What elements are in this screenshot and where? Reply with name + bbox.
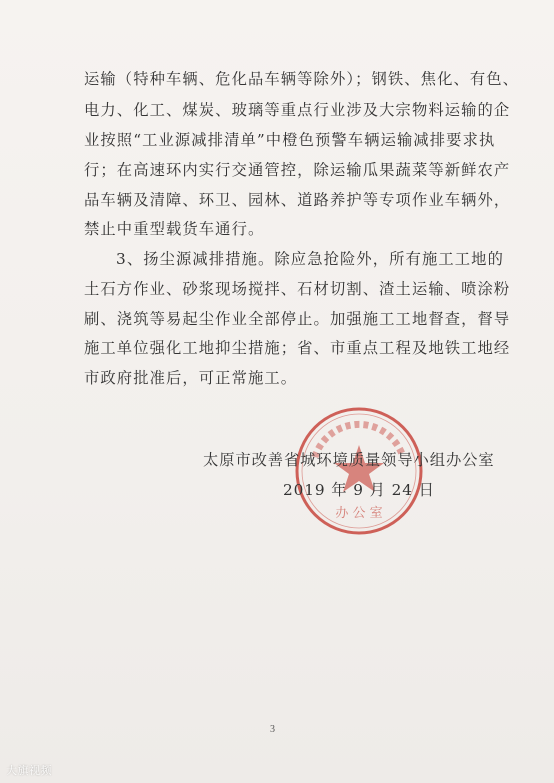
paragraph-line: 市政府批准后，可正常施工。 [84, 369, 298, 387]
issue-date: 2019 年 9 月 24 日 [283, 481, 435, 499]
paragraph-line: 施工单位强化工地抑尘措施；省、市重点工程及地铁工地经 [84, 339, 511, 357]
watermark: 大旗视频 [6, 764, 52, 777]
paragraph-line: 行；在高速环内实行交通管控，除运输瓜果蔬菜等新鲜农产 [84, 161, 511, 179]
official-seal-stamp [293, 405, 425, 537]
paragraph-line: 电力、化工、煤炭、玻璃等重点行业涉及大宗物料运输的企 [84, 101, 511, 119]
issuing-office: 太原市改善省城环境质量领导小组办公室 [203, 451, 495, 469]
paragraph-line: 禁止中重型载货车通行。 [84, 220, 265, 238]
paragraph-line: 业按照“工业源减排清单”中橙色预警车辆运输减排要求执 [84, 131, 496, 149]
paragraph-line: 刷、浇筑等易起尘作业全部停止。加强施工工地督查，督导 [84, 310, 511, 328]
paragraph-line: 土石方作业、砂浆现场搅拌、石材切割、渣土运输、喷涂粉 [84, 280, 511, 298]
page-number: 3 [270, 724, 275, 735]
paragraph-line: 运输（特种车辆、危化品车辆等除外）；钢铁、焦化、有色、 [84, 70, 520, 88]
seal-text: 办 公 室 [335, 506, 383, 521]
section-heading-line: 3、扬尘源减排措施。除应急抢险外，所有施工工地的 [116, 250, 504, 268]
paragraph-line: 品车辆及清障、环卫、园林、道路养护等专项作业车辆外， [84, 191, 511, 209]
